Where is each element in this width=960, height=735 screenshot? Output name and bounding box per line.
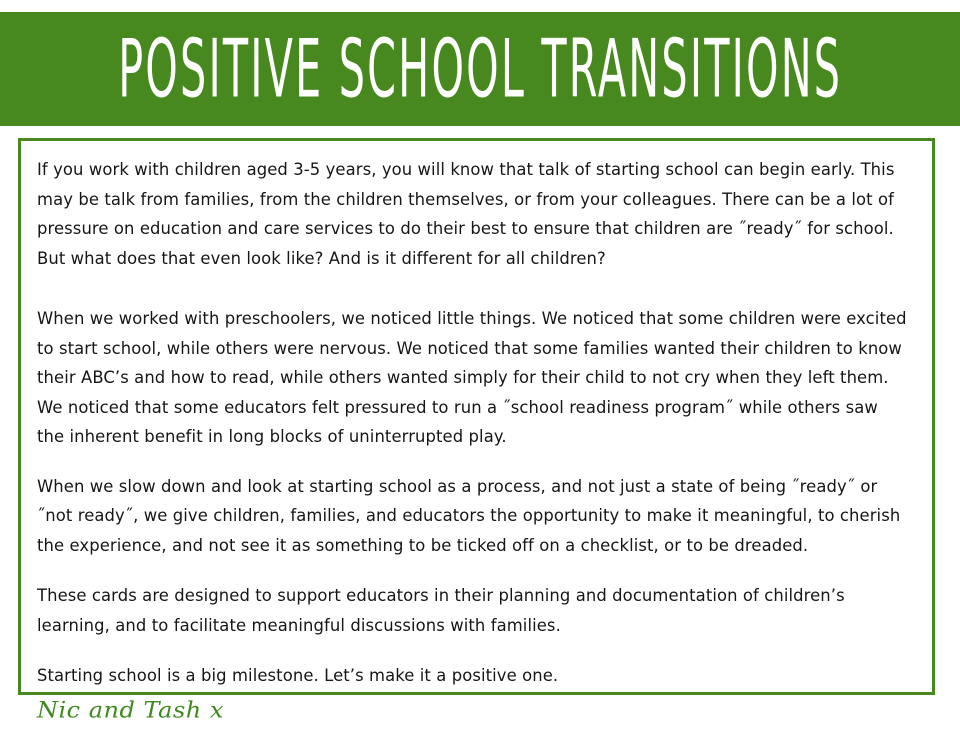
signature: Nic and Tash x [37,696,224,723]
paragraph-5: Starting school is a big milestone. Let’s make it a positive one. [37,666,559,685]
paragraph-4: These cards are designed to support educators in their planning and documentation of children’s learning, and to facilitate meaningful discussions with families. [37,586,845,635]
paragraph-3: When we slow down and look at starting school as a process, and not just a state of being ˝ready˝ or ˝not ready˝, we give children, families, and educators the opportunity to make it meaningful, to cherish the experience, and not see it as something to be ticked off on a checklist, or to be dreaded. [37,476,901,555]
paragraph-spacer [37,452,910,472]
page-title: POSITIVE SCHOOL TRANSITIONS [117,20,843,116]
content-frame [18,138,935,723]
paragraph-spacer [37,640,910,661]
content-body [21,141,932,735]
paragraph-spacer [37,273,910,304]
header-band [0,12,960,126]
paragraph-2: When we worked with preschoolers, we noticed little things. We noticed that some children were excited to start school, while others were nervous. We noticed that some families wanted their children to know their ABC’s and how to read, while others wanted simply for their child to not cry when they left them. We noticed that some educators felt pressured to run a ˝school readiness program˝ while others saw the inherent benefit in long blocks of uninterrupted play. [37,309,907,446]
paragraph-spacer [37,560,910,581]
paragraph-1: If you work with children aged 3-5 years, you will know that talk of starting school can begin early. This may be talk from families, from the children themselves, or from your colleagues. There can be a lot of pressure on education and care services to do their best to ensure that children are ˝ready˝ for school. But what does that even look like? And is it different for all children? [37,160,895,268]
